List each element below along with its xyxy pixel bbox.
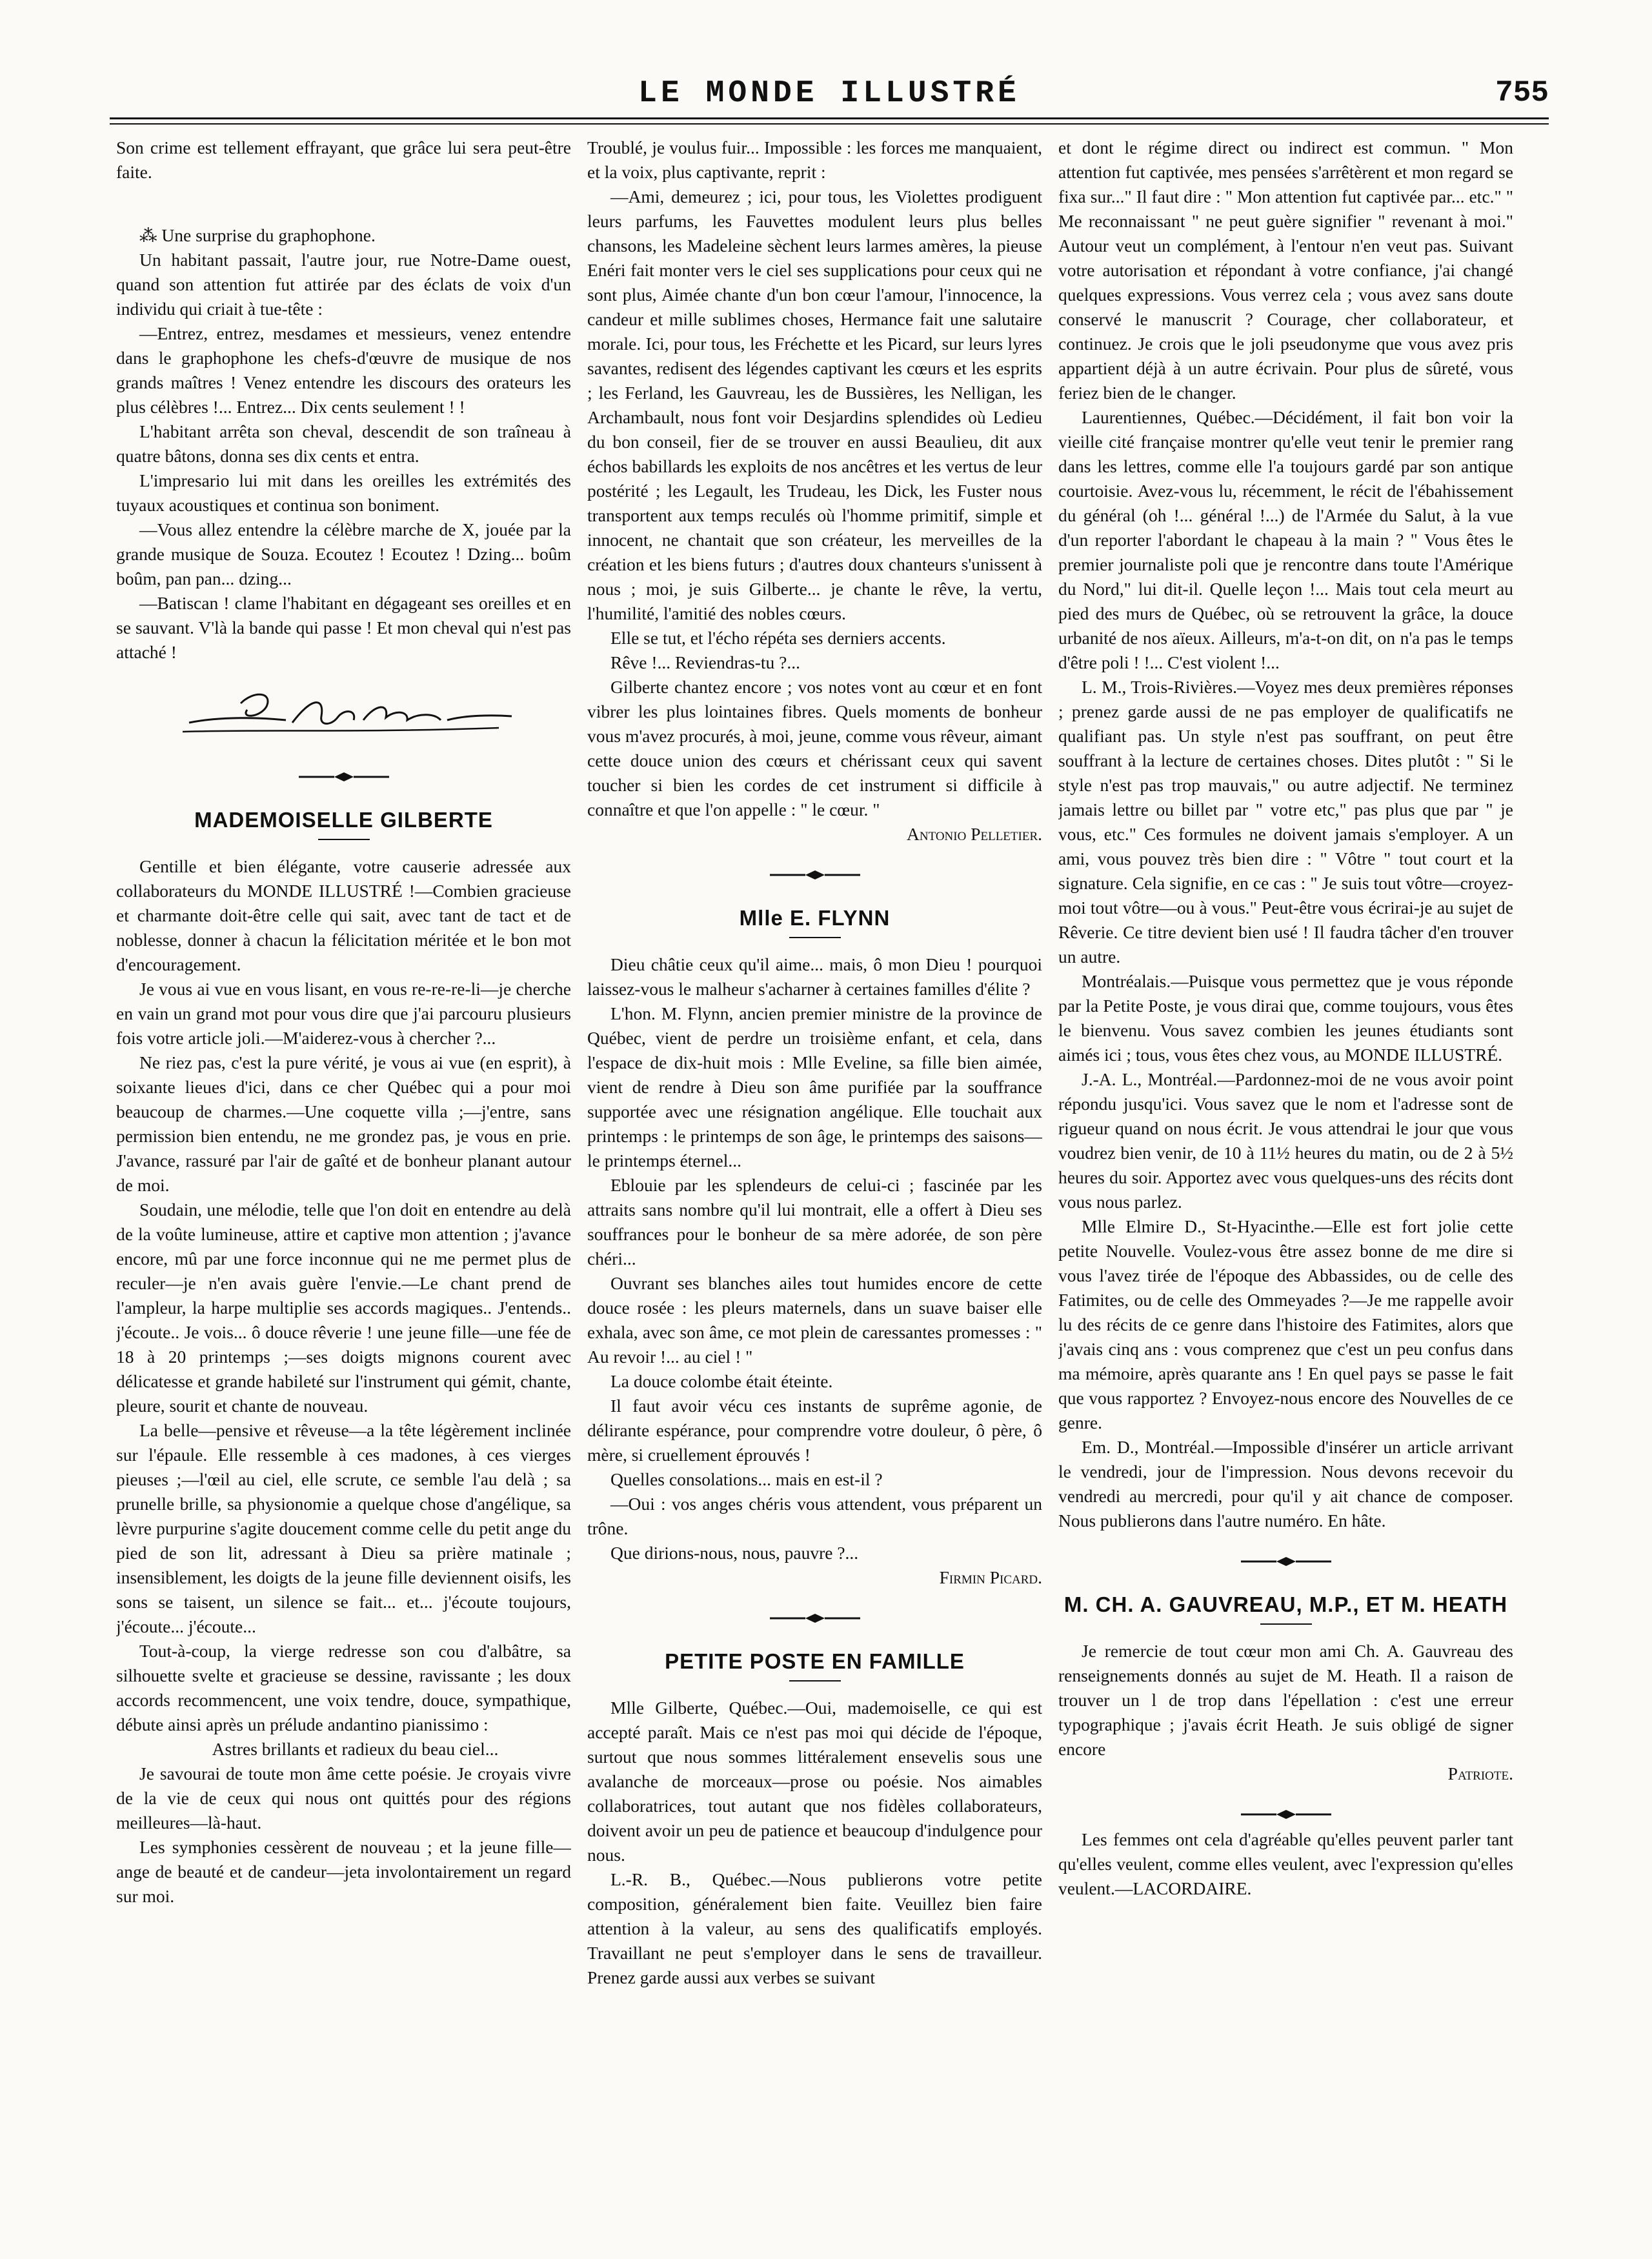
header-rule-thin: [110, 123, 1549, 125]
paragraph: Em. D., Montréal.—Impossible d'insérer un article arrivant le vendredi, jour de l'impression. Nous devons recevoir du vendredi au mercredi, pour qu'il y ait chance de composer. Nous publierons dans l'autre numéro. En hâte.: [1058, 1437, 1513, 1531]
paragraph: Un habitant passait, l'autre jour, rue Notre-Dame ouest, quand son attention fut attirée par des éclats de voix d'un individu qui criait à tue-tête :: [116, 250, 571, 319]
section-flynn: [587, 952, 1042, 1590]
paragraph: —Entrez, entrez, mesdames et messieurs, venez entendre dans le graphophone les chefs-d'œuvre de musique de nos grands maîtres ! Venez entendre les discours des orateurs les plus célèbres !... Entrez... Dix cents seulement ! !: [116, 323, 571, 417]
paragraph: Que dirions-nous, nous, pauvre ?...: [610, 1543, 859, 1563]
publication-title: LE MONDE ILLUSTRÉ: [638, 76, 1020, 111]
paragraph: Gilberte chantez encore ; vos notes vont au cœur et en font vibrer les plus lointaines fibres. Quels moments de bonheur vous m'avez procurés, à moi, jeune, comme vous rêveur, aimant cette douce union des cœurs et chérissant ceux qui savent toucher si bien les cordes de cet instrument si difficile à connaître et que l'on appelle : " le cœur. ": [587, 677, 1042, 819]
paragraph: Mlle Gilberte, Québec.—Oui, mademoiselle, ce qui est accepté paraît. Mais ce n'est pas moi qui décide de l'époque, surtout que nous sommes littéralement ensevelis sous une avalanche de morceaux—prose ou poésie. Nos aimables collaboratrices, tout autant que nos fidèles collaborateurs, doivent avoir un peu de patience et beaucoup d'indulgence pour nous.: [587, 1698, 1042, 1865]
paragraph: La douce colombe était éteinte.: [610, 1371, 833, 1391]
author-signature: Firmin Picard.: [939, 1567, 1042, 1587]
paragraph: et dont le régime direct ou indirect est commun. " Mon attention fut captivée, mes pensées s'arrêtèrent et mon regard se fixa sur..." Il faut dire : " Mon attention fut captivée par... etc." " Me reconnaissant " ne peut guère signifier " revenant à moi." Autour veut un complément, à l'entour n'en veut pas. Suivant votre autorisation et répondant à votre confiance, j'ai changé quelques expressions. Vous verrez cela ; vous avez sans doute conservé le manuscrit ? Courage, cher collaborateur, et continuez. Je crois que le joli pseudonyme que vous avez pris appartient déjà à un autre écrivain. Pour plus de sûreté, vous feriez bien de le changer.: [1058, 137, 1513, 403]
handwritten-signature: [116, 678, 571, 748]
paragraph: Elle se tut, et l'écho répéta ses derniers accents.: [610, 628, 946, 648]
paragraph: L.-R. B., Québec.—Nous publierons votre petite composition, généralement bien faite. Veuillez bien faire attention à la valeur, au sens des qualificatifs employés. Travaillant ne peut s'employer dans le sens de travailleur. Prenez garde aussi aux verbes se suivant: [587, 1869, 1042, 1987]
paragraph: Rêve !... Reviendras-tu ?...: [610, 652, 801, 672]
paragraph: Il faut avoir vécu ces instants de suprême agonie, de délirante espérance, pour comprendre votre douleur, ô père, ô mère, si cruellement éprouvés !: [587, 1396, 1042, 1465]
verse-line: Astres brillants et radieux du beau ciel...: [212, 1739, 499, 1759]
section-title-flynn: Mlle E. FLYNN: [739, 906, 891, 930]
paragraph: J.-A. L., Montréal.—Pardonnez-moi de ne vous avoir point répondu jusqu'ici. Vous savez que le nom et l'adresse sont de rigueur quand on nous écrit. Je vous attendrai le jour que vous voudrez bien venir, de 10 à 11½ heures du matin, ou de 2 à 5½ heures du soir. Apportez avec vous quelques-uns des récits dont vous nous parlez.: [1058, 1069, 1513, 1212]
paragraph: Eblouie par les splendeurs de celui-ci ; fascinée par les attraits sans nombre qu'il lui montrait, elle a offert à Dieu ses souffrances pour le bonheur de sa mère adorée, de son père chéri...: [587, 1175, 1042, 1269]
section-intro: [116, 136, 571, 185]
author-signature: Antonio Pelletier.: [906, 824, 1042, 844]
paragraph: Soudain, une mélodie, telle que l'on doit en entendre au delà de la voûte lumineuse, attire et captive mon attention ; j'avance encore, mû par une force inconnue qui ne me permet plus de reculer—je n'en avais guère l'envie.—Le chant prend de l'ampleur, la harpe multiplie ses accords magiques.. J'entends.. j'écoute.. Je vois... ô douce rêverie ! une jeune fille—une fée de 18 à 20 printemps ;—ses doigts mignons courent avec délicatesse et grande habileté sur l'instrument qui gémit, chante, pleure, sourit et chante de nouveau.: [116, 1200, 571, 1416]
paragraph: Gentille et bien élégante, votre causerie adressée aux collaborateurs du MONDE ILLUSTRÉ !—Combien gracieuse et charmante doit-être celle qui sait, avec tant de tact et de noblesse, donner à chacun la félicitation méritée et le bon mot d'encouragement.: [116, 856, 571, 974]
paragraph: Je remercie de tout cœur mon ami Ch. A. Gauvreau des renseignements donnés au sujet de M. Heath. Il a raison de trouver un l de trop dans l'épellation : c'est une erreur typographique ; j'avais écrit Heath. Je suis obligé de signer encore: [1058, 1641, 1513, 1759]
paragraph: Troublé, je voulus fuir... Impossible : les forces me manquaient, et la voix, plus captivante, reprit :: [587, 137, 1042, 182]
paragraph: —Vous allez entendre la célèbre marche de X, jouée par la grande musique de Souza. Ecoutez ! Ecoutez ! Dzing... boûm boûm, pan pan... dzing...: [116, 519, 571, 588]
ornament-divider: [587, 868, 1042, 881]
header-rule: [110, 117, 1549, 119]
ornament-divider: [1058, 1555, 1513, 1568]
paragraph: L'impresario lui mit dans les oreilles les extrémités des tuyaux acoustiques et continua son boniment.: [116, 470, 571, 515]
paragraph: Je savourai de toute mon âme cette poésie. Je croyais vivre de la vie de ceux qui nous ont quittés pour des régions meilleures—là-haut.: [116, 1763, 571, 1832]
paragraph: Ne riez pas, c'est la pure vérité, je vous ai vue (en esprit), à soixante lieues d'ici, dans ce cher Québec qui a pour moi beaucoup de charmes.—Une coquette villa ;—j'entre, sans permission bien entendu, ne me grondez pas, je vous en prie. J'avance, rassuré par l'air de gaîté et de bonheur planant autour de moi.: [116, 1052, 571, 1195]
column-3: [1058, 136, 1513, 2239]
section-graphophone: [116, 223, 571, 665]
paragraph: Ouvrant ses blanches ailes tout humides encore de cette douce rosée : les pleurs maternels, dans un suave baiser elle exhala, avec son âme, ce mot plein de caressantes promesses : " Au revoir !... au ciel ! ": [587, 1273, 1042, 1367]
paragraph: —Ami, demeurez ; ici, pour tous, les Violettes prodiguent leurs parfums, les Fauvettes modulent leurs plus belles chansons, les Madeleine sèchent leurs larmes amères, la pieuse Enéri fait monter vers le ciel ses supplications pour ceux qui ne sont plus, Aimée chante d'un bon cœur l'amour, l'innocence, la candeur et mille sublimes choses, Hermance fait une salutaire morale. Ici, pour tous, les Fréchette et les Picard, sur leurs lyres savantes, redisent des légendes captivant les cœurs et les esprits ; les Ferland, les Gauvreau, les de Bussières, les Nelligan, les Archambault, nous font voir Desjardins splendides où Ledieu du bon conseil, fier de se trouver en aussi Beaulieu, dit aux échos babillards les exploits de nos ancêtres et les vertus de leur postérité ; les Legault, les Trudeau, les Dick, les Fuster nous transportent aux temps reculés où l'homme primitif, simple et innocent, ne chantait que son créateur, les merveilles de la création et les biens futurs ; d'autres doux chanteurs s'unissent à nous ; moi, je suis Gilberte... je chante le rêve, la vertu, l'humilité, l'amitié des nobles cœurs.: [587, 186, 1042, 623]
column-1: [116, 136, 571, 2239]
paragraph: ⁂ Une surprise du graphophone.: [139, 225, 376, 245]
page-header: [110, 76, 1549, 121]
section-title-gilberte: MADEMOISELLE GILBERTE: [194, 808, 493, 832]
paragraph: Montréalais.—Puisque vous permettez que je vous réponde par la Petite Poste, je vous dirai que, comme toujours, vous êtes le bienvenu. Vous savez combien les jeunes étudiants sont aimés ici ; tous, vous êtes chez vous, au MONDE ILLUSTRÉ.: [1058, 971, 1513, 1065]
paragraph: Mlle Elmire D., St-Hyacinthe.—Elle est fort jolie cette petite Nouvelle. Voulez-vous être assez bonne de me dire si vous l'avez tirée de l'époque des Abbassides, ou de celle des Fatimites, ou de celle des Ommeyades ?—Je me rappelle avoir lu des récits de ce genre dans l'histoire des Fatimites, alors que j'avais cinq ans : vous comprenez que c'est un peu confus dans ma mémoire, après quarante ans ! En quel pays se passe le fait que vous rapportez ? Envoyez-nous encore des Nouvelles de ce genre.: [1058, 1216, 1513, 1432]
paragraph: Son crime est tellement effrayant, que grâce lui sera peut-être faite.: [116, 137, 571, 182]
section-petite-poste-continued: [1058, 136, 1513, 1533]
section-petite-poste: [587, 1696, 1042, 1990]
ornament-divider: [116, 770, 571, 783]
paragraph: Je vous ai vue en vous lisant, en vous re-re-re-li—je cherche en vain un grand mot pour vous dire que j'ai parcouru plusieurs fois votre article joli.—M'aiderez-vous à chercher ?...: [116, 979, 571, 1048]
page-number: 755: [1495, 76, 1549, 110]
ornament-divider: [587, 1612, 1042, 1625]
paragraph: Quelles consolations... mais en est-il ?: [610, 1469, 883, 1489]
author-signature: Patriote.: [1447, 1763, 1513, 1783]
section-gilberte-continued: [587, 136, 1042, 847]
paragraph: L. M., Trois-Rivières.—Voyez mes deux premières réponses ; prenez garde aussi de ne pas employer de qualificatifs ne qualifiant pas. Un style n'est pas souffrant, on peut être souffrant à la lecture de certaines choses. Dites plutôt : " Si le style n'est pas trop mauvais," ou autre adjectif. Ne terminez jamais lettre ou billet par " votre etc," pas plus que par " je vous, etc." Ces formules ne doivent jamais s'employer. A un ami, vous pouvez très bien dire : " Vôtre " tout court et la signature. Cela signifie, en ce cas : " Je suis tout vôtre—croyez-moi tout vôtre—ou à vous." Peut-être vous écrirai-je au sujet de Rêverie. Ce titre devient bien usé ! Il faudra tâcher d'en trouver un autre.: [1058, 677, 1513, 967]
closing-quote: Les femmes ont cela d'agréable qu'elles peuvent parler tant qu'elles veulent, comme elles veulent, avec l'expression qu'elles veulent.—LACORDAIRE.: [1058, 1829, 1513, 1898]
paragraph: Dieu châtie ceux qu'il aime... mais, ô mon Dieu ! pourquoi laissez-vous le malheur s'acharner à certaines familles d'élite ?: [587, 954, 1042, 999]
paragraph: Laurentiennes, Québec.—Décidément, il fait bon voir la vieille cité française montrer qu'elle veut tenir le premier rang dans les lettres, comme elle l'a toujours gardé par son antique courtoisie. Avez-vous lu, récemment, le récit de l'ébahissement du général (oh !... général !...) de l'Armée du Salut, à la vue d'un reporter l'abordant le chapeau à la main ? " Vous êtes le premier journaliste poli que je rencontre dans toute l'Amérique du Nord," lui dit-il. Quelle leçon !... Mais tout cela meurt au pied des murs de Québec, où se retrouvent la grâce, la douce urbanité de nos aïeux. Ailleurs, m'a-t-on dit, on n'a pas le temps d'être poli ! !... C'est violent !...: [1058, 407, 1513, 672]
paragraph: L'hon. M. Flynn, ancien premier ministre de la province de Québec, vient de perdre un troisième enfant, et cela, dans l'espace de dix-huit mois : Mlle Eveline, sa fille bien aimée, vient de rendre à Dieu son âme purifiée par la souffrance supportée avec une résignation angélique. Elle touchait aux printemps : le printemps de son âge, le printemps des saisons—le printemps éternel...: [587, 1003, 1042, 1170]
section-title-petite-poste: PETITE POSTE EN FAMILLE: [665, 1649, 965, 1673]
paragraph: La belle—pensive et rêveuse—a la tête légèrement inclinée sur l'épaule. Elle ressemble à ces madones, à ces vierges pieuses ;—l'œil au ciel, elle scrute, ce semble l'au delà ; sa prunelle brille, sa physionomie a quelque chose d'angélique, sa lèvre purpurine s'agite doucement comme celle du petit ange du pied de son lit, adressant à Dieu sa prière matinale ; insensiblement, les doigts de la jeune fille deviennent oisifs, les sons se taisent, un silence se fait... et... j'écoute toujours, j'écoute... j'écoute...: [116, 1420, 571, 1636]
paragraph: Les symphonies cessèrent de nouveau ; et la jeune fille—ange de beauté et de candeur—jeta involontairement un regard sur moi.: [116, 1837, 571, 1906]
section-gilberte: [116, 854, 571, 1909]
paragraph: L'habitant arrêta son cheval, descendit de son traîneau à quatre bâtons, donna ses dix cents et entra.: [116, 421, 571, 466]
ornament-divider: [1058, 1808, 1513, 1821]
paragraph: Tout-à-coup, la vierge redresse son cou d'albâtre, sa silhouette svelte et gracieuse se dessine, ravissante ; les doux accords recommencent, une voix tendre, douce, sympathique, débute ainsi après un prélude andantino pianissimo :: [116, 1641, 571, 1734]
section-gauvreau: [1058, 1639, 1513, 1786]
paragraph: —Batiscan ! clame l'habitant en dégageant ses oreilles et en se sauvant. V'là la bande qui passe ! Et mon cheval qui n'est pas attaché !: [116, 593, 571, 662]
section-title-gauvreau: M. CH. A. GAUVREAU, M.P., ET M. HEATH: [1063, 1592, 1508, 1616]
paragraph: —Oui : vos anges chéris vous attendent, vous préparent un trône.: [587, 1494, 1042, 1538]
column-2: [587, 136, 1042, 2239]
